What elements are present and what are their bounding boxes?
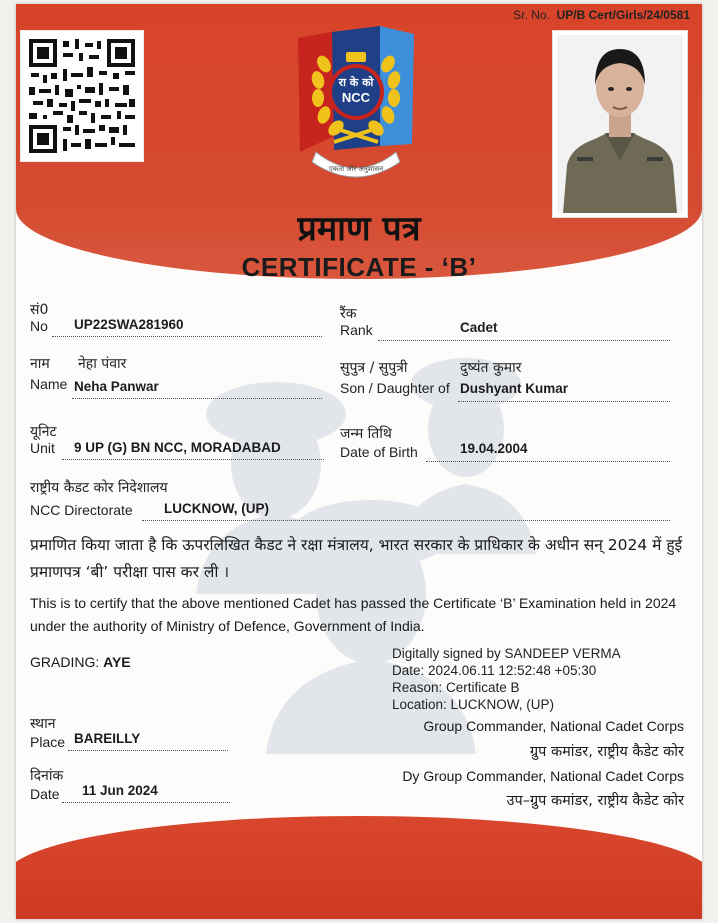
grading-value: AYE <box>103 654 131 670</box>
footer-band <box>16 816 702 919</box>
dy-group-commander-hi: उप–ग्रुप कमांडर, राष्ट्रीय कैडेट कोर <box>506 793 684 809</box>
parent-value: Dushyant Kumar <box>460 381 569 396</box>
dob-dotted-line <box>426 461 670 462</box>
ncc-emblem-icon <box>294 24 418 180</box>
statement-english: This is to certify that the above mentioned Cadet has passed the Certificate ‘B’ Examination held in 2024 under the authority of Ministry of Defence, Government of India. <box>30 595 677 634</box>
certificate-sheet <box>16 4 702 919</box>
svg-text:एकता और अनुशासन: एकता और अनुशासन <box>329 165 383 173</box>
unit-dotted-line <box>62 459 324 460</box>
unit-value: 9 UP (G) BN NCC, MORADABAD <box>74 440 281 455</box>
date-value: 11 Jun 2024 <box>82 783 158 798</box>
group-commander-en: Group Commander, National Cadet Corps <box>423 718 684 734</box>
directorate-dotted-line <box>142 520 670 521</box>
svg-text:रा के को: रा के को <box>338 76 374 89</box>
statement-hindi: प्रमाणित किया जाता है कि ऊपरलिखित कैडट ने रक्षा मंत्रालय, भारत सरकार के प्राधिकार के अधीन सन् 2024 में हुई प्रमाणपत्र ‘बी’ परीक्षा पास कर ली । <box>30 536 683 581</box>
digital-signature: Digitally signed by SANDEEP VERMA Date: 2024.06.11 12:52:48 +05:30 Reason: Certificate B Location: LUCKNOW, (UP) <box>392 646 621 712</box>
cadet-photo <box>552 30 688 218</box>
parent-value-hindi: दुष्यंत कुमार <box>460 360 522 376</box>
place-dotted-line <box>68 750 228 751</box>
place-label: स्थान Place <box>30 716 66 751</box>
title-english: CERTIFICATE - ‘B’ <box>241 252 477 282</box>
rank-value: Cadet <box>460 320 498 335</box>
date-label: दिनांक Date <box>30 768 64 803</box>
no-label: सं0 No <box>30 302 49 335</box>
portrait-image <box>557 35 683 213</box>
date-dotted-line <box>62 802 230 803</box>
group-commander-hi: ग्रुप कमांडर, राष्ट्रीय कैडेट कोर <box>529 744 684 760</box>
parent-dotted-line <box>458 401 670 402</box>
grading: GRADING: AYE <box>30 654 131 670</box>
no-value: UP22SWA281960 <box>74 317 184 332</box>
rank-dotted-line <box>378 340 670 341</box>
name-label: नाम Name <box>30 356 68 393</box>
place-value: BAREILLY <box>74 731 141 746</box>
qr-code <box>20 30 144 162</box>
title-hindi: प्रमाण पत्र <box>297 209 421 249</box>
name-value: Neha Panwar <box>74 379 159 394</box>
directorate-value: LUCKNOW, (UP) <box>164 501 269 516</box>
dy-group-commander-en: Dy Group Commander, National Cadet Corps <box>402 768 684 784</box>
parent-label: सुपुत्र / सुपुत्री Son / Daughter of <box>340 360 450 397</box>
directorate-label: राष्ट्रीय कैडट कोर निदेशालय NCC Directorate <box>30 480 168 519</box>
rank-label: रैंक Rank <box>340 306 373 339</box>
name-dotted-line <box>72 398 322 399</box>
serial-number: Sr. No. UP/B Cert/Girls/24/0581 <box>513 8 690 22</box>
dob-value: 19.04.2004 <box>460 441 528 456</box>
no-dotted-line <box>52 336 322 337</box>
unit-label: यूनिट Unit <box>30 424 57 457</box>
dob-label: जन्म तिथि Date of Birth <box>340 426 418 461</box>
name-value-hindi: नेहा पंवार <box>78 356 127 372</box>
qr-code-icon <box>29 39 135 153</box>
svg-text:NCC: NCC <box>341 90 371 105</box>
